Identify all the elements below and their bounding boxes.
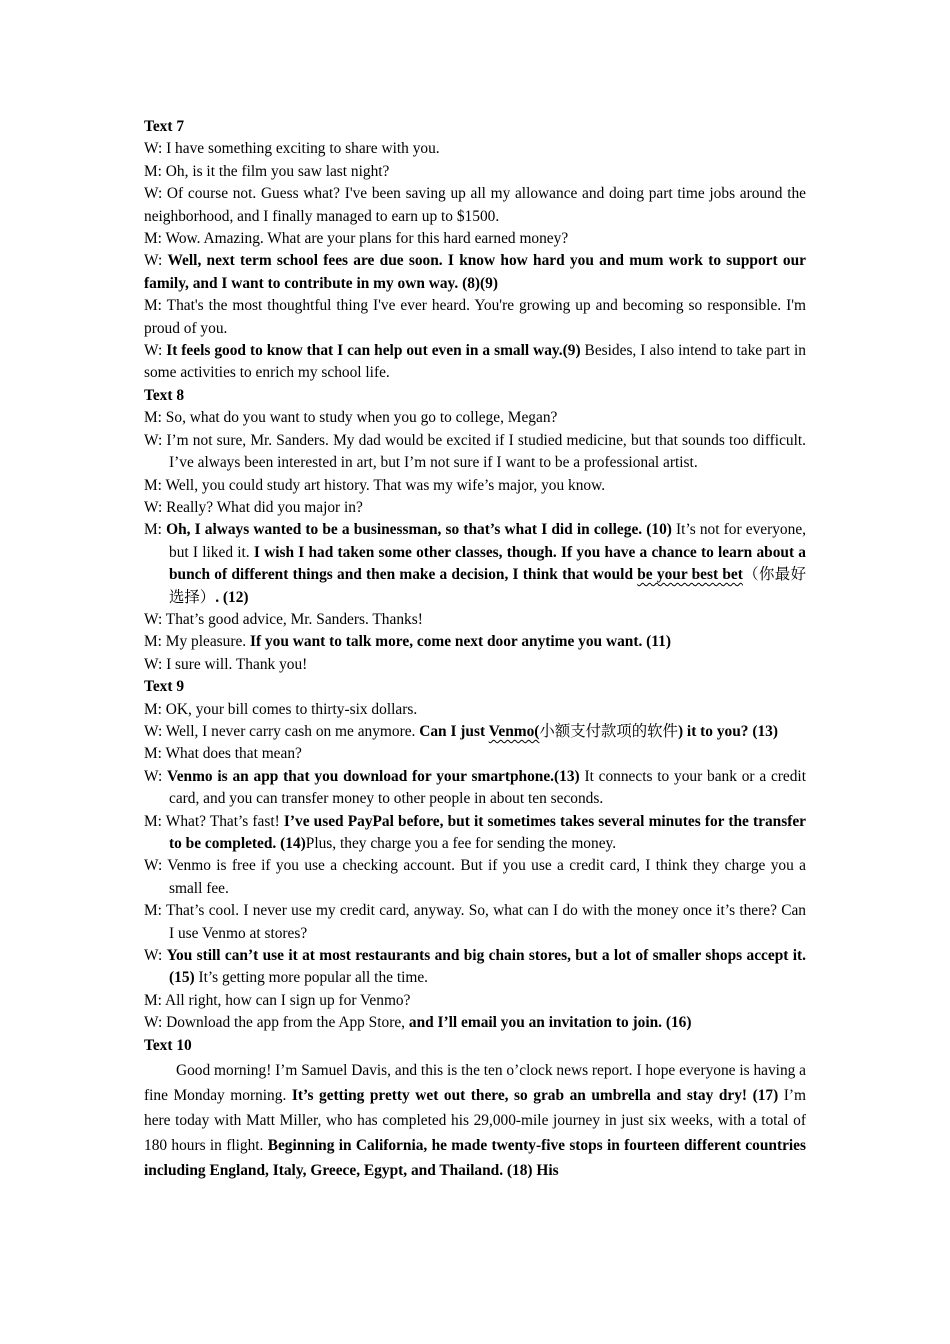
plain-text: It connects to your bank or a credit card, and you can transfer money to other people in about ten seconds. <box>169 767 806 808</box>
text9-line-3: M: What does that mean? <box>144 745 302 763</box>
text7-title: Text 7 <box>144 118 185 135</box>
text9-line-1: M: OK, your bill comes to thirty-six dollars. <box>144 700 418 718</box>
text8-line-2: W: I’m not sure, Mr. Sanders. My dad would be excited if I studied medicine, but that sounds too difficult. I’ve always been interested in art, but I’m not sure if I want to be a professional artist. <box>144 431 806 472</box>
text9-line-9: M: All right, how can I sign up for Venmo? <box>144 991 411 1009</box>
text7-line-7 <box>144 340 806 385</box>
plain-text: I’m here today with Matt Miller, who has completed his 29,000-mile journey in just six weeks, with a total of 180 hours in flight. <box>144 1087 806 1155</box>
key-sentence: . (12) <box>215 588 249 606</box>
text9-line-10 <box>144 1012 806 1034</box>
text9-title: Text 9 <box>144 678 185 696</box>
chinese-note: （你最好选择） <box>169 566 806 606</box>
text8-line-4: W: Really? What did you major in? <box>144 498 363 516</box>
document-page <box>144 116 806 1183</box>
key-sentence: Oh, I always wanted to be a businessman, so that’s what I did in college. (10) <box>166 521 672 539</box>
text9-line-8 <box>144 945 806 990</box>
text9-line-6: W: Venmo is free if you use a checking account. But if you use a credit card, I think they charge you a small fee. <box>144 857 806 897</box>
text8-line-6: W: That’s good advice, Mr. Sanders. Thanks! <box>144 610 423 628</box>
text7-line-2: M: Oh, is it the film you saw last night? <box>144 162 390 180</box>
speaker: W: <box>144 947 167 965</box>
key-sentence: You still can’t use it at most restaurants and big chain stores, but a lot of smaller shops accept it. (15) <box>166 947 806 987</box>
text7-line-1: W: I have something exciting to share with you. <box>144 140 440 158</box>
text10-title: Text 10 <box>144 1036 192 1054</box>
text9-line-2 <box>144 721 806 743</box>
text8-line-1: M: So, what do you want to study when you go to college, Megan? <box>144 409 558 427</box>
text7-line-6: M: That's the most thoughtful thing I've ever heard. You're growing up and becoming so responsible. I'm proud of you. <box>144 297 806 337</box>
text7-line-3: W: Of course not. Guess what? I've been saving up all my allowance and doing part time jobs around the neighborhood, and I finally managed to earn up to $1500. <box>144 185 806 225</box>
key-sentence: Beginning in California, he made twenty-five stops in fourteen different countries including England, Italy, Greece, Egypt, and Thailand. (18) His <box>144 1137 806 1180</box>
plain-text: W: Download the app from the App Store, <box>144 1014 409 1032</box>
plain-text: W: Well, I never carry cash on me anymore. <box>144 722 420 740</box>
text9-line-7: M: That’s cool. I never use my credit card, anyway. So, what can I do with the money once it’s there? Can I use Venmo at stores? <box>144 902 806 942</box>
text9-line-4 <box>144 766 806 811</box>
text8-line-8: W: I sure will. Thank you! <box>144 655 308 673</box>
key-sentence: ) it to you? (13) <box>677 722 778 740</box>
key-sentence: I wish I had taken some other classes, though. If you have a chance to learn about a bunch of different things and then make a decision, I think that would <box>169 543 806 584</box>
underlined-phrase: be your best bet <box>637 566 743 584</box>
plain-text: M: What? That’s fast! <box>144 812 284 830</box>
key-sentence: and I’ll email you an invitation to join. (16) <box>408 1014 692 1032</box>
speaker: W: <box>144 767 168 785</box>
text9-line-5 <box>144 811 806 856</box>
plain-text: Good morning! I’m Samuel Davis, and this is the ten o’clock news report. I hope everyone is having a fine Monday morning. <box>144 1062 807 1105</box>
plain-text: It’s getting more popular all the time. <box>194 969 429 987</box>
text8-line-3: M: Well, you could study art history. That was my wife’s major, you know. <box>144 476 606 494</box>
key-sentence: I’ve used PayPal before, but it sometimes takes several minutes for the transfer to be completed. (14) <box>169 812 806 852</box>
speaker: W: <box>144 342 167 360</box>
speaker: M: <box>144 521 167 539</box>
plain-text: Besides, I also intend to take part in some activities to enrich my school life. <box>144 342 806 382</box>
chinese-note: 小额支付款项的软件 <box>539 722 678 740</box>
text8-line-7 <box>144 631 806 653</box>
key-sentence: Well, next term school fees are due soon. I know how hard you and mum work to support our family, and I want to contribute in my own way. (8)(9) <box>144 252 806 292</box>
key-sentence: Can I just <box>419 722 489 740</box>
key-sentence: Venmo is an app that you download for your smartphone.(13) <box>167 767 580 785</box>
plain-text: Plus, they charge you a fee for sending the money. <box>305 835 617 852</box>
plain-text: M: My pleasure. <box>144 633 251 651</box>
key-sentence: If you want to talk more, come next door anytime you want. (11) <box>250 633 671 651</box>
plain-text: It’s not for everyone, but I liked it. <box>169 521 806 561</box>
underlined-phrase: Venmo( <box>488 722 540 740</box>
speaker: W: <box>144 252 168 270</box>
text10-paragraph <box>144 1058 806 1183</box>
key-sentence: It’s getting pretty wet out there, so grab an umbrella and stay dry! (17) <box>291 1087 779 1105</box>
text8-title: Text 8 <box>144 386 185 404</box>
key-sentence: It feels good to know that I can help out even in a small way.(9) <box>166 342 581 360</box>
text7-line-5 <box>144 250 806 295</box>
text8-line-5 <box>144 519 806 609</box>
text7-line-4: M: Wow. Amazing. What are your plans for this hard earned money? <box>144 230 569 248</box>
